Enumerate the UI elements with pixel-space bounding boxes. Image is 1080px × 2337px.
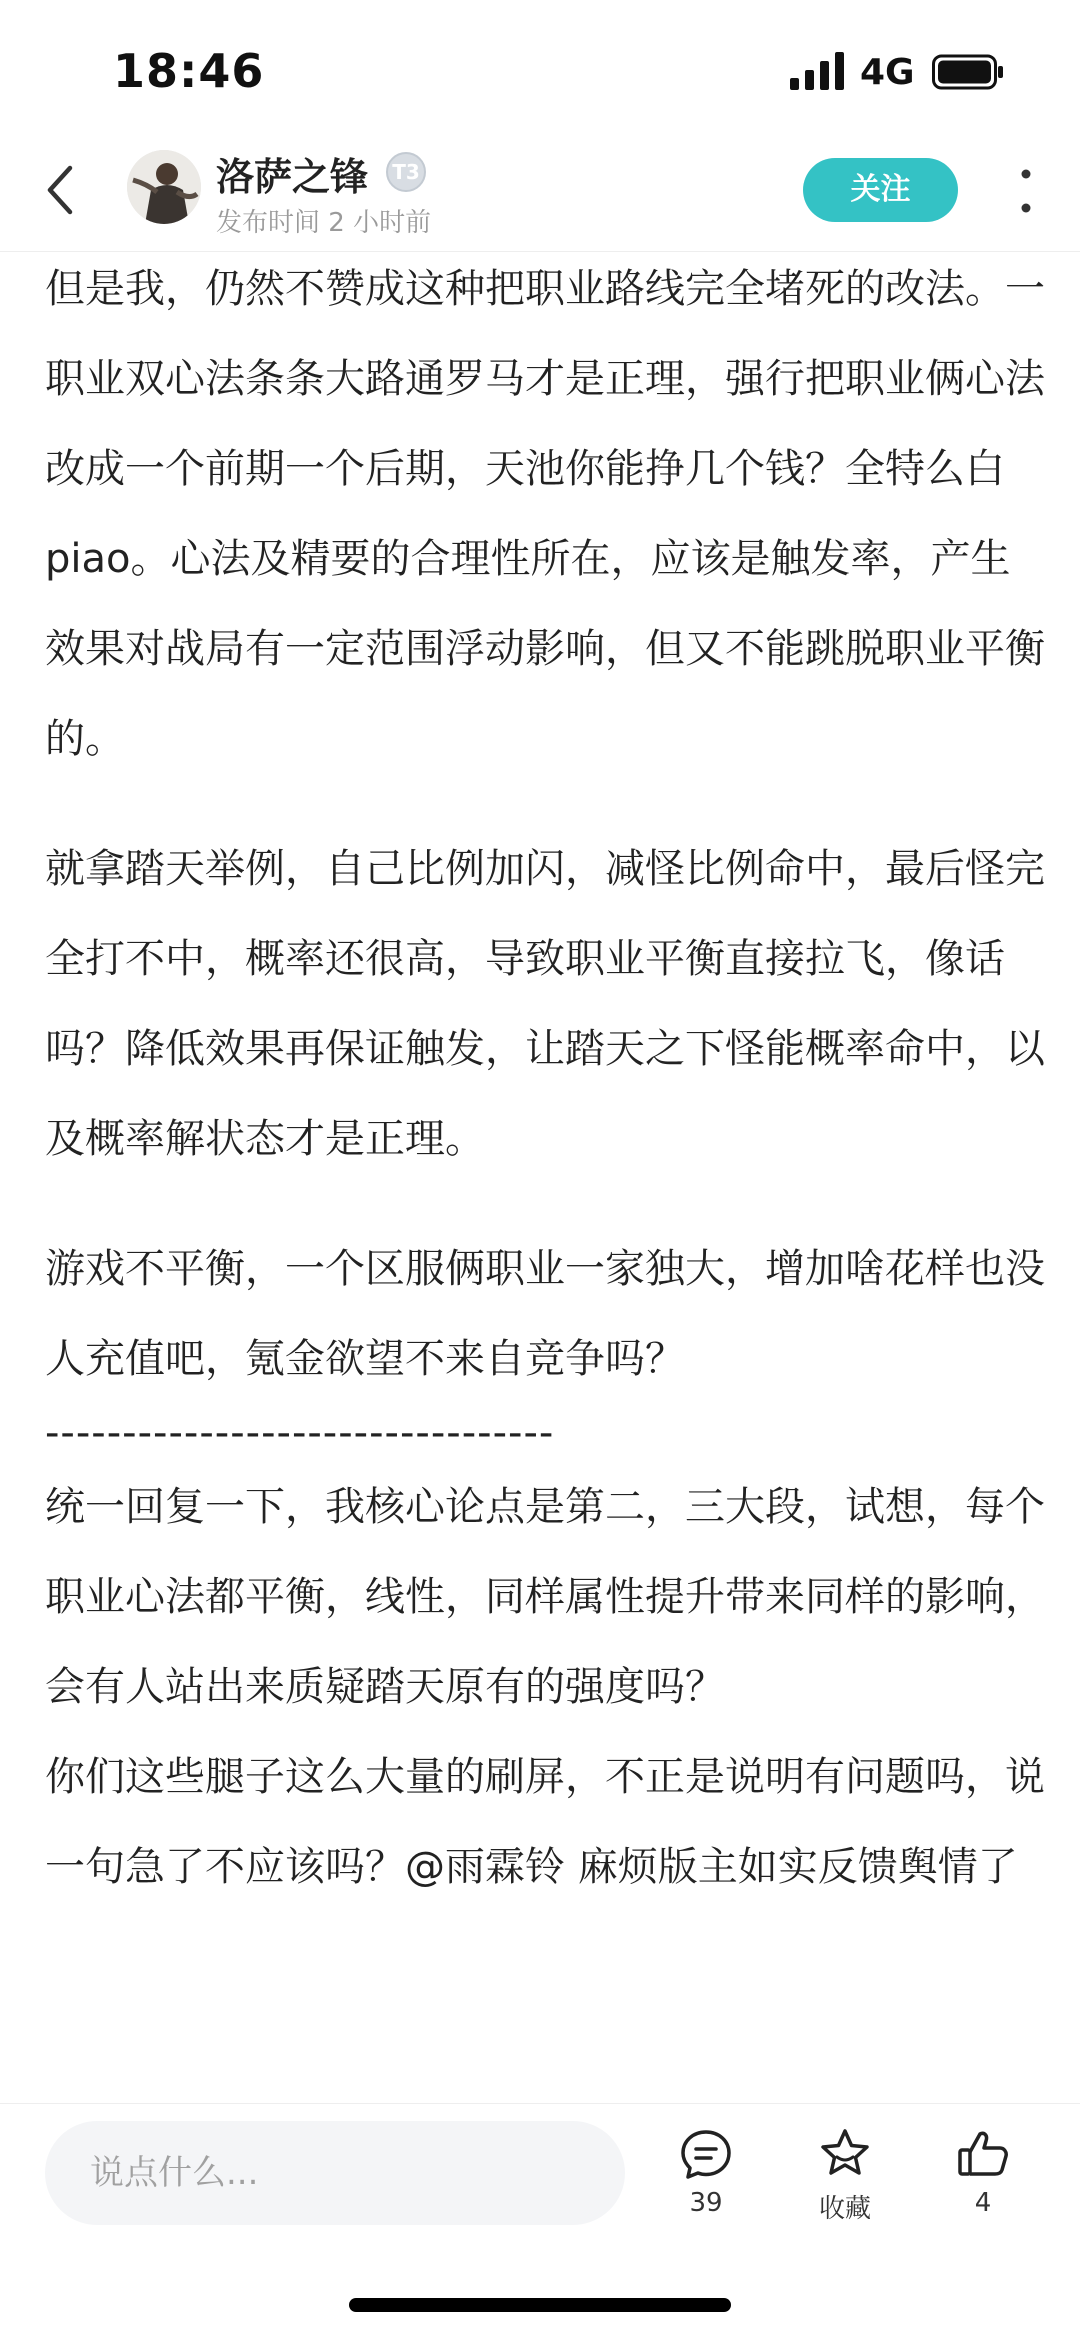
back-arrow-icon[interactable] bbox=[40, 160, 80, 220]
comment-count: 39 bbox=[689, 2188, 723, 2218]
like-count: 4 bbox=[974, 2188, 992, 2218]
like-button[interactable] bbox=[928, 2126, 1038, 2226]
paragraph-gap bbox=[45, 1184, 1045, 1224]
status-time: 18:46 bbox=[113, 44, 265, 98]
battery-icon bbox=[932, 54, 1004, 90]
paragraph: 你们这些腿子这么大量的刷屏，不正是说明有问题吗，说一句急了不应该吗？@雨霖铃 麻烦版主如实反馈舆情了 bbox=[45, 1754, 1045, 1890]
separator-line: --------------------------------- bbox=[45, 1410, 555, 1456]
author-name[interactable]: 洛萨之锋 bbox=[216, 155, 369, 199]
avatar[interactable] bbox=[127, 150, 201, 224]
post-content bbox=[45, 252, 1045, 2102]
follow-button[interactable]: 关注 bbox=[803, 158, 958, 222]
level-badge bbox=[386, 152, 426, 192]
signal-icon bbox=[790, 52, 846, 92]
home-indicator[interactable] bbox=[349, 2298, 731, 2312]
thumbs-up-icon bbox=[955, 2126, 1011, 2182]
favorite-label: 收藏 bbox=[818, 2194, 871, 2224]
post-header bbox=[0, 140, 1080, 252]
status-bar bbox=[0, 0, 1080, 140]
comment-bubble-icon bbox=[678, 2126, 734, 2182]
paragraph: 统一回复一下，我核心论点是第二，三大段，试想，每个职业心法都平衡，线性，同样属性提升带来同样的影响，会有人站出来质疑踏天原有的强度吗？ bbox=[45, 1484, 1045, 1710]
paragraph: 但是我，仍然不赞成这种把职业路线完全堵死的改法。一职业双心法条条大路通罗马才是正理，强行把职业俩心法改成一个前期一个后期，天池你能挣几个钱？全特么白piao。心法及精要的合理性所在，应该是触发率，产生效果对战局有一定范围浮动影响，但又不能跳脱职业平衡的。 bbox=[45, 266, 1045, 762]
comment-input[interactable] bbox=[45, 2121, 625, 2225]
post-time: 发布时间 2 小时前 bbox=[216, 208, 432, 238]
comments-button[interactable] bbox=[651, 2126, 761, 2226]
paragraph: 游戏不平衡，一个区服俩职业一家独大，增加啥花样也没人充值吧，氪金欲望不来自竞争吗？ bbox=[45, 1246, 1045, 1382]
more-options-icon[interactable] bbox=[1016, 166, 1036, 216]
network-type: 4G bbox=[860, 52, 915, 93]
paragraph-gap bbox=[45, 784, 1045, 824]
bottom-action-bar bbox=[0, 2103, 1080, 2233]
paragraph: 就拿踏天举例，自己比例加闪，减怪比例命中，最后怪完全打不中，概率还很高，导致职业平衡直接拉飞，像话吗？降低效果再保证触发，让踏天之下怪能概率命中，以及概率解状态才是正理。 bbox=[45, 846, 1045, 1162]
favorite-button[interactable] bbox=[790, 2126, 900, 2226]
level-badge-text: T3 bbox=[392, 160, 420, 184]
avatar-figure-icon bbox=[127, 150, 201, 224]
star-icon bbox=[817, 2126, 873, 2182]
